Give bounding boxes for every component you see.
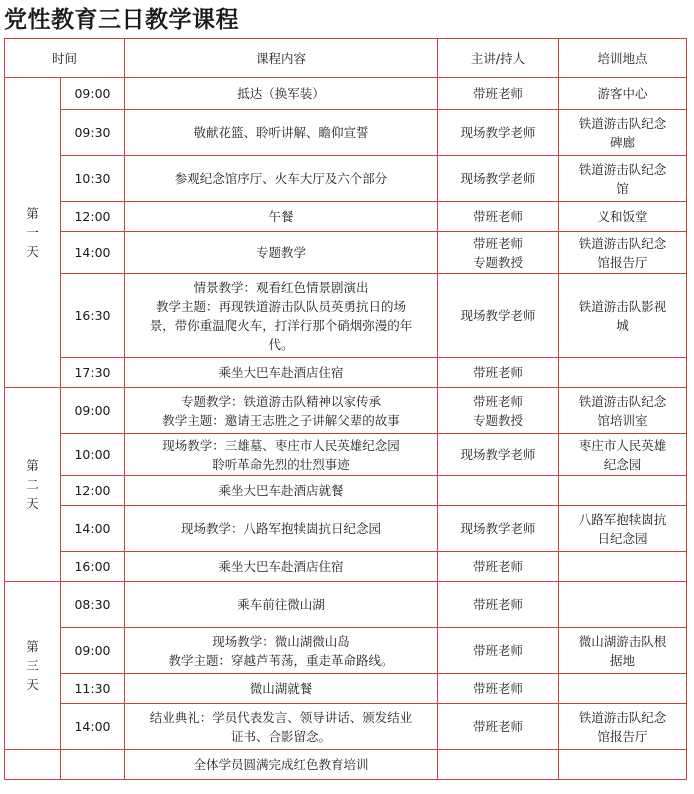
schedule-body	[5, 78, 687, 780]
host-cell-line: 现场教学老师	[460, 308, 536, 323]
content-cell-line: 专题教学	[256, 245, 307, 260]
host-cell	[438, 674, 559, 704]
host-cell-line: 带班老师	[473, 365, 524, 380]
location-cell	[559, 110, 687, 156]
content-cell-line: 专题教学：铁道游击队精神以家传承	[181, 393, 382, 409]
time-cell: 14:00	[61, 506, 125, 552]
schedule-row	[5, 552, 687, 582]
footer-time-cell	[61, 750, 125, 780]
host-cell-line: 带班老师	[473, 393, 524, 409]
schedule-row	[5, 388, 687, 434]
location-cell-line: 据地	[610, 652, 636, 668]
time-cell: 10:00	[61, 434, 125, 476]
schedule-row	[5, 506, 687, 552]
content-cell	[125, 78, 438, 110]
host-cell	[438, 358, 559, 388]
host-cell-line: 带班老师	[473, 209, 524, 224]
time-cell: 09:00	[61, 78, 125, 110]
host-cell	[438, 434, 559, 476]
time-cell: 17:30	[61, 358, 125, 388]
host-cell	[438, 232, 559, 274]
host-cell	[438, 274, 559, 358]
host-cell	[438, 582, 559, 628]
location-cell-line: 义和饭堂	[597, 209, 648, 224]
footer-location-cell	[559, 750, 687, 780]
host-cell	[438, 388, 559, 434]
location-cell-line: 铁道游击队纪念	[578, 115, 667, 131]
location-cell-line: 日纪念园	[597, 530, 648, 546]
day-label-char: 二	[26, 477, 39, 492]
footer-row	[5, 750, 687, 780]
location-cell	[559, 434, 687, 476]
footer-host-cell	[438, 750, 559, 780]
content-cell-line: 聆听革命先烈的壮烈事迹	[212, 456, 350, 472]
day-label-char: 天	[26, 677, 39, 692]
content-cell-line: 抵达（换军装）	[237, 86, 325, 101]
schedule-row	[5, 628, 687, 674]
location-cell-line: 铁道游击队纪念	[578, 235, 667, 251]
footer-day-cell	[5, 750, 61, 780]
schedule-row	[5, 434, 687, 476]
host-cell-line: 带班老师	[473, 643, 524, 658]
content-cell	[125, 582, 438, 628]
content-cell-line: 现场教学：三雄墓、枣庄市人民英雄纪念园	[162, 437, 400, 453]
content-cell-line: 教学主题：邀请王志胜之子讲解父辈的故事	[162, 412, 400, 428]
host-cell	[438, 202, 559, 232]
content-cell-line: 现场教学：八路军抱犊崮抗日纪念园	[181, 521, 382, 536]
content-cell	[125, 274, 438, 358]
content-cell-line: 乘坐大巴车赴酒店就餐	[218, 483, 344, 498]
content-cell	[125, 674, 438, 704]
content-cell-line: 乘车前往微山湖	[237, 597, 325, 612]
time-cell: 09:00	[61, 388, 125, 434]
day-label	[5, 388, 61, 582]
header-location: 培训地点	[559, 39, 687, 78]
content-cell-line: 午餐	[268, 209, 294, 224]
schedule-row	[5, 202, 687, 232]
location-cell	[559, 156, 687, 202]
content-cell-line: 现场教学：微山湖微山岛	[212, 633, 350, 649]
location-cell-line: 游客中心	[597, 86, 648, 101]
host-cell-line: 现场教学老师	[460, 521, 536, 536]
location-cell	[559, 274, 687, 358]
day-label-char: 一	[26, 225, 39, 240]
schedule-row	[5, 674, 687, 704]
location-cell-line: 铁道游击队纪念	[578, 393, 667, 409]
content-cell-line: 教学主题：穿越芦苇荡，重走革命路线。	[168, 652, 394, 668]
location-cell-line: 城	[616, 317, 629, 333]
host-cell	[438, 476, 559, 506]
time-cell: 16:00	[61, 552, 125, 582]
schedule-row	[5, 156, 687, 202]
host-cell	[438, 704, 559, 750]
location-cell	[559, 232, 687, 274]
host-cell-line: 带班老师	[473, 597, 524, 612]
time-cell: 12:00	[61, 202, 125, 232]
footer-content: 全体学员圆满完成红色教育培训	[125, 750, 438, 780]
location-cell	[559, 704, 687, 750]
header-time: 时间	[5, 39, 125, 78]
schedule-table	[4, 38, 687, 780]
location-cell-line: 微山湖游击队根	[578, 633, 667, 649]
host-cell-line: 带班老师	[473, 559, 524, 574]
content-cell-line: 敬献花篮、聆听讲解、瞻仰宣誓	[193, 125, 369, 140]
schedule-row	[5, 78, 687, 110]
content-cell-line: 微山湖就餐	[249, 681, 313, 696]
location-cell-line: 铁道游击队纪念	[578, 709, 667, 725]
host-cell-line: 专题教授	[473, 254, 524, 270]
schedule-row	[5, 232, 687, 274]
location-cell	[559, 674, 687, 704]
host-cell	[438, 628, 559, 674]
day-label	[5, 78, 61, 388]
location-cell-line: 八路军抱犊崮抗	[578, 511, 667, 527]
header-content: 课程内容	[125, 39, 438, 78]
host-cell	[438, 506, 559, 552]
host-cell-line: 带班老师	[473, 235, 524, 251]
time-cell: 11:30	[61, 674, 125, 704]
schedule-row	[5, 476, 687, 506]
content-cell-line: 景，带你重温爬火车，打洋行那个硝烟弥漫的年	[149, 317, 413, 333]
location-cell-line: 枣庄市人民英雄	[578, 437, 667, 453]
content-cell	[125, 110, 438, 156]
content-cell	[125, 358, 438, 388]
content-cell-line: 代。	[268, 336, 294, 352]
location-cell-line: 碑廊	[610, 134, 636, 150]
host-cell	[438, 552, 559, 582]
location-cell	[559, 476, 687, 506]
location-cell	[559, 388, 687, 434]
content-cell-line: 证书、合影留念。	[231, 728, 332, 744]
time-cell: 14:00	[61, 232, 125, 274]
content-cell	[125, 506, 438, 552]
time-cell: 09:30	[61, 110, 125, 156]
content-cell-line: 教学主题：再现铁道游击队队员英勇抗日的场	[156, 298, 407, 314]
day-label-char: 第	[26, 458, 39, 473]
content-cell	[125, 628, 438, 674]
time-cell: 12:00	[61, 476, 125, 506]
content-cell	[125, 202, 438, 232]
time-cell: 09:00	[61, 628, 125, 674]
header-row	[5, 39, 687, 78]
host-cell	[438, 78, 559, 110]
location-cell	[559, 78, 687, 110]
time-cell: 10:30	[61, 156, 125, 202]
host-cell-line: 现场教学老师	[460, 171, 536, 186]
content-cell	[125, 232, 438, 274]
day-label-char: 第	[26, 206, 39, 221]
location-cell	[559, 358, 687, 388]
host-cell	[438, 156, 559, 202]
schedule-row	[5, 358, 687, 388]
day-label-char: 第	[26, 639, 39, 654]
host-cell-line: 现场教学老师	[460, 447, 536, 462]
host-cell-line: 带班老师	[473, 719, 524, 734]
schedule-row	[5, 274, 687, 358]
content-cell	[125, 476, 438, 506]
page-title: 党性教育三日教学课程	[4, 7, 239, 33]
header-host: 主讲/持人	[438, 39, 559, 78]
schedule-row	[5, 704, 687, 750]
location-cell	[559, 506, 687, 552]
location-cell-line: 纪念园	[603, 456, 642, 472]
host-cell-line: 带班老师	[473, 681, 524, 696]
location-cell-line: 馆报告厅	[597, 728, 648, 744]
location-cell-line: 铁道游击队纪念	[578, 161, 667, 177]
schedule-row	[5, 110, 687, 156]
location-cell	[559, 628, 687, 674]
time-cell: 08:30	[61, 582, 125, 628]
location-cell-line: 馆	[616, 180, 629, 196]
content-cell-line: 情景教学：观看红色情景剧演出	[193, 279, 369, 295]
host-cell-line: 带班老师	[473, 86, 524, 101]
day-label	[5, 582, 61, 750]
content-cell	[125, 156, 438, 202]
location-cell	[559, 582, 687, 628]
content-cell	[125, 388, 438, 434]
day-label-char: 三	[26, 658, 39, 673]
location-cell	[559, 552, 687, 582]
content-cell-line: 乘坐大巴车赴酒店住宿	[218, 559, 344, 574]
time-cell: 14:00	[61, 704, 125, 750]
content-cell-line: 乘坐大巴车赴酒店住宿	[218, 365, 344, 380]
content-cell	[125, 704, 438, 750]
location-cell-line: 馆报告厅	[597, 254, 648, 270]
content-cell-line: 结业典礼：学员代表发言、领导讲话、颁发结业	[149, 709, 413, 725]
host-cell	[438, 110, 559, 156]
location-cell-line: 馆培训室	[597, 412, 648, 428]
day-label-char: 天	[26, 496, 39, 511]
host-cell-line: 现场教学老师	[460, 125, 536, 140]
location-cell-line: 铁道游击队影视	[578, 298, 667, 314]
content-cell	[125, 434, 438, 476]
day-label-char: 天	[26, 244, 39, 259]
time-cell: 16:30	[61, 274, 125, 358]
content-cell-line: 参观纪念馆序厅、火车大厅及六个部分	[174, 171, 388, 186]
location-cell	[559, 202, 687, 232]
schedule-row	[5, 582, 687, 628]
content-cell	[125, 552, 438, 582]
host-cell-line: 专题教授	[473, 412, 524, 428]
